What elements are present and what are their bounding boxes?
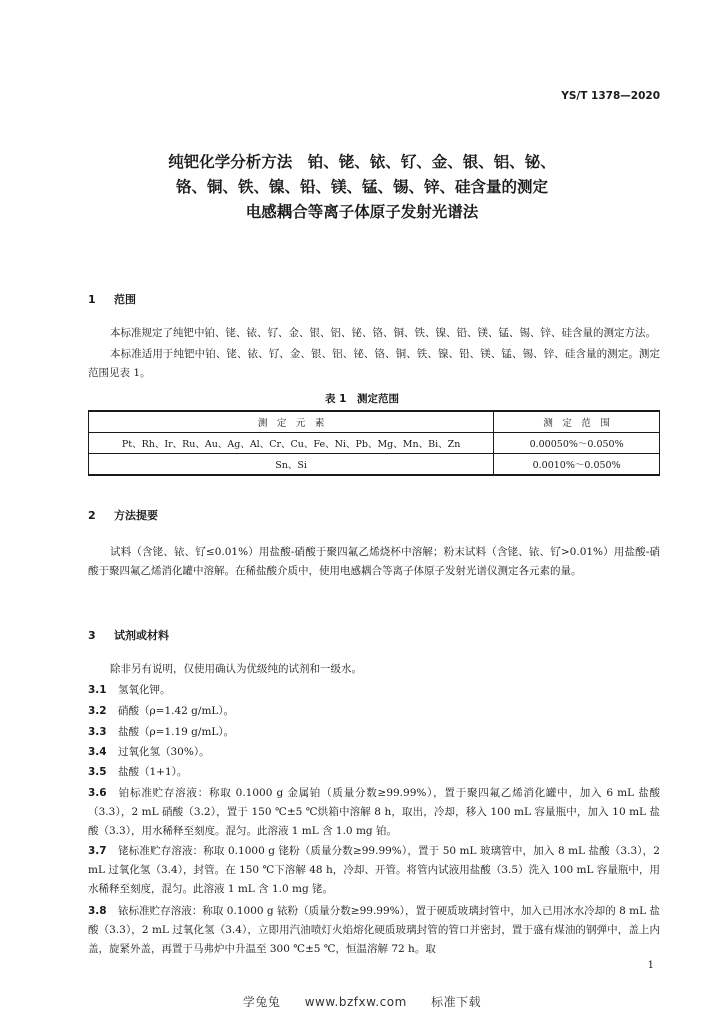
item-text: 铑标准贮存溶液：称取 0.1000 g 铑粉（质量分数≥99.99%），置于 50 mL 玻璃管中，加入 8 mL 盐酸（3.3），2 mL 过氧化氢（3.4），封管。在 150 ℃下溶解 48 h，冷却、开管。将管内试液用盐酸（3.5）洗入 100 mL 容量瓶中，用水稀释至刻度，混匀。此溶液 1 mL 含 1.0 mg 铑。	[88, 845, 660, 895]
item-number: 3.3	[88, 726, 107, 738]
section-2-title: 方法提要	[114, 509, 158, 522]
footer-slogan: 标准下载	[431, 995, 482, 1009]
item-number: 3.2	[88, 705, 107, 717]
list-item	[88, 842, 660, 899]
section-3-intro: 除非另有说明，仅使用确认为优级纯的试剂和一级水。	[110, 663, 363, 675]
item-text: 硝酸（ρ=1.42 g/mL）。	[118, 705, 235, 717]
section-3-number: 3	[88, 629, 96, 642]
table-cell-elements: Sn、Si	[89, 454, 494, 476]
item-number: 3.8	[88, 905, 107, 917]
table-header-element: 测 定 元 素	[89, 411, 494, 433]
section-2-paragraph: 试料（含铑、铱、钌≤0.01%）用盐酸-硝酸于聚四氟乙烯烧杯中溶解；粉末试料（含铑、铱、钌>0.01%）用盐酸-硝酸于聚四氟乙烯消化罐中溶解。在稀盐酸介质中，使用电感耦合等离子体原子发射光谱仪测定各元素的量。	[88, 546, 660, 577]
table-cell-range: 0.00050%～0.050%	[494, 433, 660, 454]
watermark-footer	[0, 993, 724, 1010]
item-text: 过氧化氢（30%）。	[118, 746, 210, 758]
table-row	[89, 433, 660, 454]
range-table	[88, 410, 660, 476]
title-line-1: 纯钯化学分析方法 铂、铑、铱、钌、金、银、铝、铋、	[168, 153, 556, 171]
item-number: 3.5	[88, 766, 107, 778]
list-item	[88, 743, 660, 762]
list-item	[88, 902, 660, 959]
document-title	[0, 150, 724, 225]
footer-url: www.bzfxw.com	[304, 995, 407, 1009]
page-number: 1	[647, 960, 654, 971]
table-cell-elements: Pt、Rh、Ir、Ru、Au、Ag、Al、Cr、Cu、Fe、Ni、Pb、Mg、Mn、Bi、Zn	[89, 433, 494, 454]
section-1-number: 1	[88, 293, 96, 306]
item-number: 3.1	[88, 684, 107, 696]
table-cell-range: 0.0010%～0.050%	[494, 454, 660, 476]
item-number: 3.4	[88, 746, 107, 758]
list-item	[88, 702, 660, 721]
item-text: 盐酸（ρ=1.19 g/mL）。	[118, 726, 235, 738]
item-text: 氢氧化钾。	[118, 684, 171, 696]
item-number: 3.7	[88, 845, 107, 857]
section-3-title: 试剂或材料	[114, 629, 169, 642]
footer-site-name: 学兔兔	[242, 995, 281, 1009]
standard-code: YS/T 1378—2020	[561, 90, 660, 102]
list-item	[88, 784, 660, 841]
table-header-range: 测 定 范 围	[494, 411, 660, 433]
item-text: 铂标准贮存溶液：称取 0.1000 g 金属铂（质量分数≥99.99%），置于聚四氟乙烯消化罐中，加入 6 mL 盐酸（3.3），2 mL 硝酸（3.2），置于 150 ℃±5 ℃烘箱中溶解 8 h，取出，冷却，移入 100 mL 容量瓶中，加入 10 mL 盐酸（3.3），用水稀释至刻度。混匀。此溶液 1 mL 含 1.0 mg 铂。	[88, 787, 660, 837]
table-header-row	[89, 411, 660, 433]
item-text: 铱标准贮存溶液：称取 0.1000 g 铱粉（质量分数≥99.99%），置于硬质玻璃封管中，加入已用冰水冷却的 8 mL 盐酸（3.3），2 mL 过氧化氢（3.4），立即用汽油喷灯火焰熔化硬质玻璃封管的管口并密封，置于盛有煤油的钢弹中，盖上内盖，旋紧外盖，再置于马弗炉中升温至 300 ℃±5 ℃，恒温溶解 72 h。取	[88, 905, 660, 955]
section-1-heading	[88, 291, 136, 307]
table-1-caption: 表 1 测定范围	[325, 393, 399, 405]
list-item	[88, 763, 660, 782]
section-2-number: 2	[88, 509, 96, 522]
list-item	[88, 681, 660, 700]
section-1-paragraph-2: 本标准适用于纯钯中铂、铑、铱、钌、金、银、铝、铋、铬、铜、铁、镍、铅、镁、锰、锡、锌、硅含量的测定。测定范围见表 1。	[88, 348, 660, 379]
title-line-3: 电感耦合等离子体原子发射光谱法	[245, 203, 479, 221]
section-2-heading	[88, 507, 158, 523]
section-1-title: 范围	[114, 293, 136, 306]
item-text: 盐酸（1+1）。	[118, 766, 188, 778]
title-line-2: 铬、铜、铁、镍、铅、镁、锰、锡、锌、硅含量的测定	[175, 178, 548, 196]
section-3-heading	[88, 627, 169, 643]
section-1-paragraph-1: 本标准规定了纯钯中铂、铑、铱、钌、金、银、铝、铋、铬、铜、铁、镍、铅、镁、锰、锡、锌、硅含量的测定方法。	[110, 327, 657, 339]
item-number: 3.6	[88, 787, 107, 799]
list-item	[88, 723, 660, 742]
table-row	[89, 454, 660, 476]
